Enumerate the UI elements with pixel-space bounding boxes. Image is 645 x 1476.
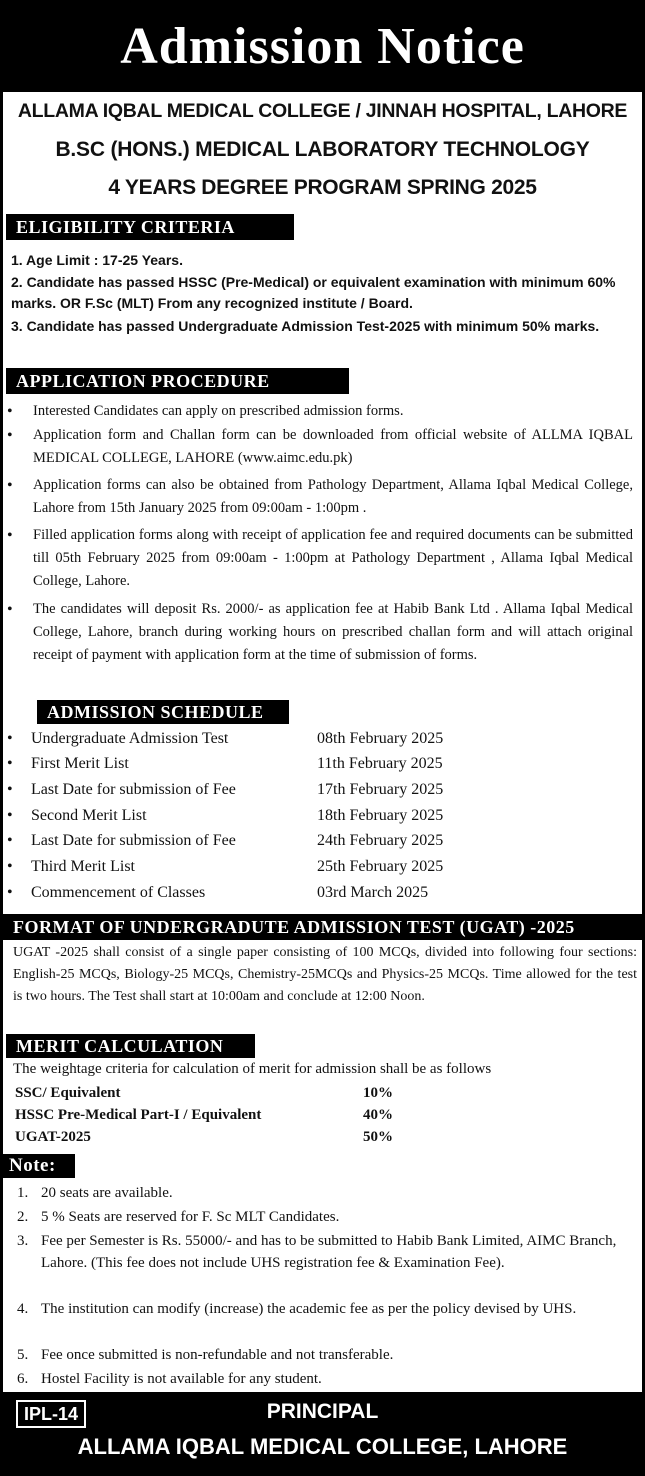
bullet-icon: • xyxy=(7,884,13,901)
eligibility-item: 3. Candidate has passed Undergraduate Admission Test-2025 with minimum 50% marks. xyxy=(11,318,600,334)
note-heading: Note: xyxy=(3,1154,75,1178)
bullet-icon: • xyxy=(7,427,13,444)
signatory-institution: ALLAMA IQBAL MEDICAL COLLEGE, LAHORE xyxy=(77,1434,568,1459)
title-banner xyxy=(0,0,645,92)
schedule-row: • Last Date for submission of Fee 17th February 2025 xyxy=(3,777,637,802)
footer xyxy=(0,1392,645,1476)
bullet-icon: • xyxy=(7,858,13,875)
eligibility-heading: ELIGIBILITY CRITERIA xyxy=(6,214,294,240)
college-name: ALLAMA IQBAL MEDICAL COLLEGE / JINNAH HOSPITAL, LAHORE xyxy=(17,100,628,122)
advertisement-code: IPL-14 xyxy=(16,1400,86,1428)
bullet-icon: • xyxy=(7,403,13,420)
bullet-icon: • xyxy=(7,477,13,494)
schedule-row: • Undergraduate Admission Test 08th February 2025 xyxy=(3,726,637,751)
merit-row: UGAT-2025 50% xyxy=(15,1129,393,1145)
schedule-row: • Commencement of Classes 03rd March 2025 xyxy=(3,880,637,905)
eligibility-item: 1. Age Limit : 17-25 Years. xyxy=(11,252,183,268)
bullet-icon: • xyxy=(7,807,13,824)
merit-heading: MERIT CALCULATION xyxy=(6,1034,255,1058)
bullet-icon: • xyxy=(7,781,13,798)
bullet-icon: • xyxy=(7,601,13,618)
ugat-description: UGAT -2025 shall consist of a single paper consisting of 100 MCQs, divided into following four sections: English-25 MCQs, Biology-25 MCQs, Chemistry-25MCQs and Physics-25 MCQs. Time allowed for the test is two hours. The Test shall start at 10:00am and conclude at 12:00 Noon. xyxy=(13,945,637,1004)
schedule-row: • Last Date for submission of Fee 24th February 2025 xyxy=(3,828,637,853)
ugat-heading: FORMAT OF UNDERGRADUTE ADMISSION TEST (UGAT) -2025 xyxy=(3,914,642,940)
program-session: 4 YEARS DEGREE PROGRAM SPRING 2025 xyxy=(108,176,537,199)
procedure-heading: APPLICATION PROCEDURE xyxy=(6,368,349,394)
bullet-icon: • xyxy=(7,832,13,849)
merit-row: HSSC Pre-Medical Part-I / Equivalent 40% xyxy=(15,1107,393,1123)
bullet-icon: • xyxy=(7,527,13,544)
merit-row: SSC/ Equivalent 10% xyxy=(15,1085,393,1101)
eligibility-item: 2. Candidate has passed HSSC (Pre-Medical) or equivalent examination with minimum 60% marks. OR F.Sc (MLT) From any recognized institute / Board. xyxy=(11,274,616,311)
schedule-row: • Second Merit List 18th February 2025 xyxy=(3,803,637,828)
schedule-heading: ADMISSION SCHEDULE xyxy=(37,700,289,724)
bullet-icon: • xyxy=(7,755,13,772)
schedule-row: • Third Merit List 25th February 2025 xyxy=(3,854,637,879)
signatory-title: PRINCIPAL xyxy=(266,1400,379,1423)
program-name: B.SC (HONS.) MEDICAL LABORATORY TECHNOLOGY xyxy=(55,138,590,161)
bullet-icon: • xyxy=(7,730,13,747)
notice-body: ALLAMA IQBAL MEDICAL COLLEGE / JINNAH HOSPITAL, LAHORE B.SC (HONS.) MEDICAL LABORATORY TECHNOLOGY 4 YEARS DEGREE PROGRAM SPRING 2025 ELIGIBILITY CRITERIA 1. Age Limit : 17-25 Years. 2. Candidate has passed HSSC (Pre-Medical) or equivalent examination with minimum 60% marks. OR F.Sc (MLT) From any recognized institute / Board. 3. Candidate has passed Undergraduate Admission Test-2025 with minimum 50% marks. APPLICATION PROCEDURE • Interested Candidates can apply on prescribed admission forms. • Application form and Challan form can be downloaded from official website of ALLMA IQBAL MEDICAL COLLEGE, LAHORE (www.aimc.edu.pk) • Application forms can also be obtained from Pathology Department, Allama Iqbal Medical College, Lahore from 15th January 2025 from 09:00am - 1:00pm . • Filled application forms along with receipt of application fee and required documents can be submitted till 05th February 2025 from 09:00am - 1:00pm at Pathology Department , Allama Iqbal Medical College, Lahore. • The candidates will deposit Rs. 2000/- as application fee at Habib Bank Ltd . Allama Iqbal Medical College, Lahore, branch during working hours on prescribed challan form and will attach original receipt of payment with application form at the time of submission of forms. ADMISSION SCHEDULE • Undergraduate Admission Test 08th February 2025 • First Merit List 11th February 2025 • Last Date for submission of Fee 17th February 2025 • Second Merit List 18th February 2025 • Last Date for submission of Fee 24th February 2025 • Third Merit List 25th February 2025 • Commencement of Classes 03rd March 2025 FORMAT OF UNDERGRADUTE ADMISSION TEST (UGAT) -2025 UGAT -2025 shall consist of a single paper consisting of 100 MCQs, divided into following four sections: English-25 MCQs, Biology-25 MCQs, Chemistry-25MCQs and Physics-25 MCQs. Time allowed for the test is two hours. The Test shall start at 10:00am and conclude at 12:00 Noon. MERIT CALCULATION The weightage criteria for calculation of merit for admission shall be as follows SSC/ Equivalent 10% HSSC Pre-Medical Part-I / Equivalent 40% UGAT-2025 50% Note: 1. 20 seats are available. 2. 5 % Seats are reserved for F. Sc MLT Candidates. 3. Fee per Semester is Rs. 55000/- and has to be submitted to Habib Bank Limited, AIMC Branch, Lahore. (This fee does not include UHS registration fee & Examination Fee). 4. The institution can modify (increase) the academic fee as per the policy devised by UHS. 5. Fee once submitted is non-refundable and not transferable. 6. Hostel Facility is not available for any student. xyxy=(3,92,642,1392)
notice-title: Admission Notice xyxy=(120,17,525,75)
merit-intro: The weightage criteria for calculation of merit for admission shall be as follows xyxy=(13,1061,492,1077)
schedule-row: • First Merit List 11th February 2025 xyxy=(3,751,637,776)
